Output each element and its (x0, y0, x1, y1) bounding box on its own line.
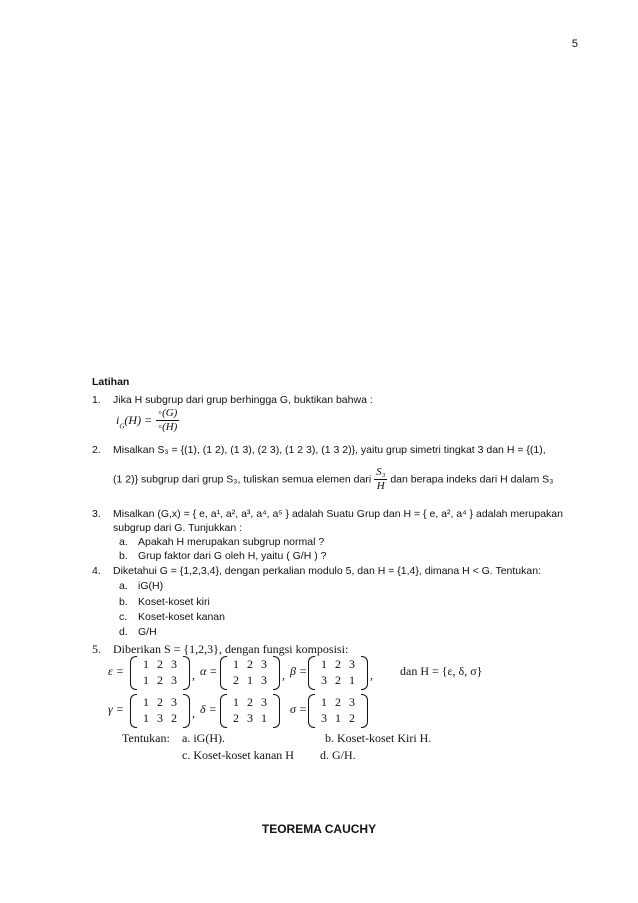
matrix-cell: 1 (233, 695, 239, 709)
matrix-paren-left (220, 656, 227, 690)
matrix-cell: 3 (261, 673, 267, 687)
matrix-cell: 2 (349, 711, 355, 725)
matrix-paren-left (130, 656, 137, 690)
q5-item-a: a. iG(H). (182, 731, 225, 745)
matrix-beta-label: β = (290, 664, 308, 678)
q2-number: 2. (92, 444, 101, 456)
matrix-cell: 3 (321, 673, 327, 687)
matrix-cell: 1 (321, 695, 327, 709)
matrix-cell: 2 (171, 711, 177, 725)
matrix-cell: 2 (247, 657, 253, 671)
q1-formula-sub: G (119, 422, 125, 431)
matrix-cell: 3 (321, 711, 327, 725)
set-h-definition: dan H = {ε, δ, σ} (400, 664, 483, 678)
q4-item-a-label: a. (119, 580, 128, 592)
q2-line2b: dan berapa indeks dari H dalam S₃ (390, 473, 554, 486)
matrix-cell: 2 (335, 657, 341, 671)
matrix-sigma (308, 694, 368, 726)
matrix-cell: 2 (157, 695, 163, 709)
matrix-comma: , (370, 668, 373, 682)
q3-line1: Misalkan (G,x) = { e, a¹, a², a³, a⁴, a⁵ } adalah Suatu Grup dan H = { e, a², a⁴ } adalah merupakan (113, 508, 563, 520)
matrix-cell: 3 (349, 695, 355, 709)
matrix-paren-left (308, 694, 315, 728)
q2-frac-num: S₃ (376, 466, 386, 478)
matrix-cell: 3 (171, 673, 177, 687)
matrix-epsilon (130, 656, 190, 688)
q4-item-a-text: iG(H) (138, 580, 164, 592)
matrix-gamma-label: γ = (108, 702, 124, 716)
q1-formula (116, 407, 179, 434)
matrix-comma: , (282, 668, 285, 682)
matrix-cell: 1 (349, 673, 355, 687)
footer-title: TEOREMA CAUCHY (261, 822, 377, 836)
q1-frac-den: ◦(H) (158, 421, 178, 433)
section-title: Latihan (92, 376, 130, 388)
q3-item-a-text: Apakah H merupakan subgrup normal ? (138, 536, 325, 548)
q2-line2 (113, 466, 553, 493)
q3-number: 3. (92, 508, 101, 520)
matrix-cell: 3 (261, 657, 267, 671)
matrix-comma: , (192, 706, 195, 720)
q4-item-c-text: Koset-koset kanan (138, 611, 225, 623)
matrix-cell: 3 (247, 711, 253, 725)
matrix-cell: 1 (321, 657, 327, 671)
q5-item-d: d. G/H. (320, 748, 356, 762)
matrix-alpha (220, 656, 280, 688)
q4-item-b-text: Koset-koset kiri (138, 596, 210, 608)
q1-formula-lhs: i (116, 413, 120, 428)
q3-item-a-label: a. (119, 536, 128, 548)
q4-item-c-label: c. (119, 611, 128, 623)
matrix-cell: 2 (335, 673, 341, 687)
matrix-cell: 2 (157, 673, 163, 687)
matrix-paren-right (273, 694, 280, 728)
matrix-paren-left (220, 694, 227, 728)
q2-line2a: (1 2)} subgrup dari grup S₃, tuliskan semua elemen dari (113, 473, 372, 486)
q2-fraction (374, 466, 387, 493)
matrix-cell: 1 (143, 711, 149, 725)
matrix-beta (308, 656, 368, 688)
matrix-delta-label: δ = (200, 702, 217, 716)
q2-frac-den: H (376, 480, 385, 492)
q4-item-b-label: b. (119, 596, 128, 608)
matrix-cell: 2 (157, 657, 163, 671)
matrix-cell: 1 (261, 711, 267, 725)
q4-item-d-text: G/H (138, 626, 157, 638)
matrix-cell: 2 (247, 695, 253, 709)
matrix-delta (220, 694, 280, 726)
q4-item-d-label: d. (119, 626, 128, 638)
matrix-paren-right (273, 656, 280, 690)
matrix-paren-right (183, 694, 190, 728)
matrix-cell: 2 (335, 695, 341, 709)
matrix-sigma-label: σ = (290, 702, 308, 716)
q1-formula-arg: (H) = (124, 413, 153, 428)
matrix-cell: 3 (157, 711, 163, 725)
matrix-paren-left (308, 656, 315, 690)
matrix-paren-right (361, 656, 368, 690)
matrix-cell: 2 (233, 673, 239, 687)
q1-number: 1. (92, 394, 101, 406)
q3-item-b-label: b. (119, 550, 128, 562)
q3-item-b-text: Grup faktor dari G oleh H, yaitu ( G/H ) ? (138, 550, 327, 562)
matrix-paren-left (130, 694, 137, 728)
q4-line1: Diketahui G = {1,2,3,4}, dengan perkalian modulo 5, dan H = {1,4}, dimana H < G. Tentukan: (113, 565, 541, 577)
q1-fraction (156, 407, 179, 434)
q5-item-c: c. Koset-koset kanan H (182, 748, 294, 762)
q5-tentukan: Tentukan: (122, 731, 170, 745)
q5-line1: Diberikan S = {1,2,3}, dengan fungsi komposisi: (113, 642, 349, 656)
q1-text: Jika H subgrup dari grup berhingga G, buktikan bahwa : (113, 394, 373, 406)
matrix-cell: 1 (143, 657, 149, 671)
matrix-cell: 1 (247, 673, 253, 687)
matrix-cell: 1 (143, 673, 149, 687)
matrix-cell: 3 (171, 695, 177, 709)
q5-item-b: b. Koset-koset Kiri H. (325, 731, 432, 745)
q2-line1: Misalkan S₃ = {(1), (1 2), (1 3), (2 3), (1 2 3), (1 3 2)}, yaitu grup simetri tingkat 3 dan H = {(1), (113, 444, 546, 456)
matrix-epsilon-label: ε = (108, 664, 124, 678)
matrix-cell: 3 (171, 657, 177, 671)
q3-line2: subgrup dari G. Tunjukkan : (113, 522, 242, 534)
q1-frac-num: ◦(G) (158, 407, 178, 419)
matrix-alpha-label: α = (200, 664, 218, 678)
matrix-paren-right (361, 694, 368, 728)
page-number: 5 (571, 38, 578, 50)
matrix-comma: , (192, 668, 195, 682)
matrix-cell: 3 (261, 695, 267, 709)
matrix-cell: 1 (335, 711, 341, 725)
matrix-paren-right (183, 656, 190, 690)
matrix-cell: 2 (233, 711, 239, 725)
matrix-gamma (130, 694, 190, 726)
matrix-cell: 1 (233, 657, 239, 671)
matrix-cell: 3 (349, 657, 355, 671)
q5-number: 5. (92, 642, 101, 656)
q4-number: 4. (92, 565, 101, 577)
matrix-cell: 1 (143, 695, 149, 709)
